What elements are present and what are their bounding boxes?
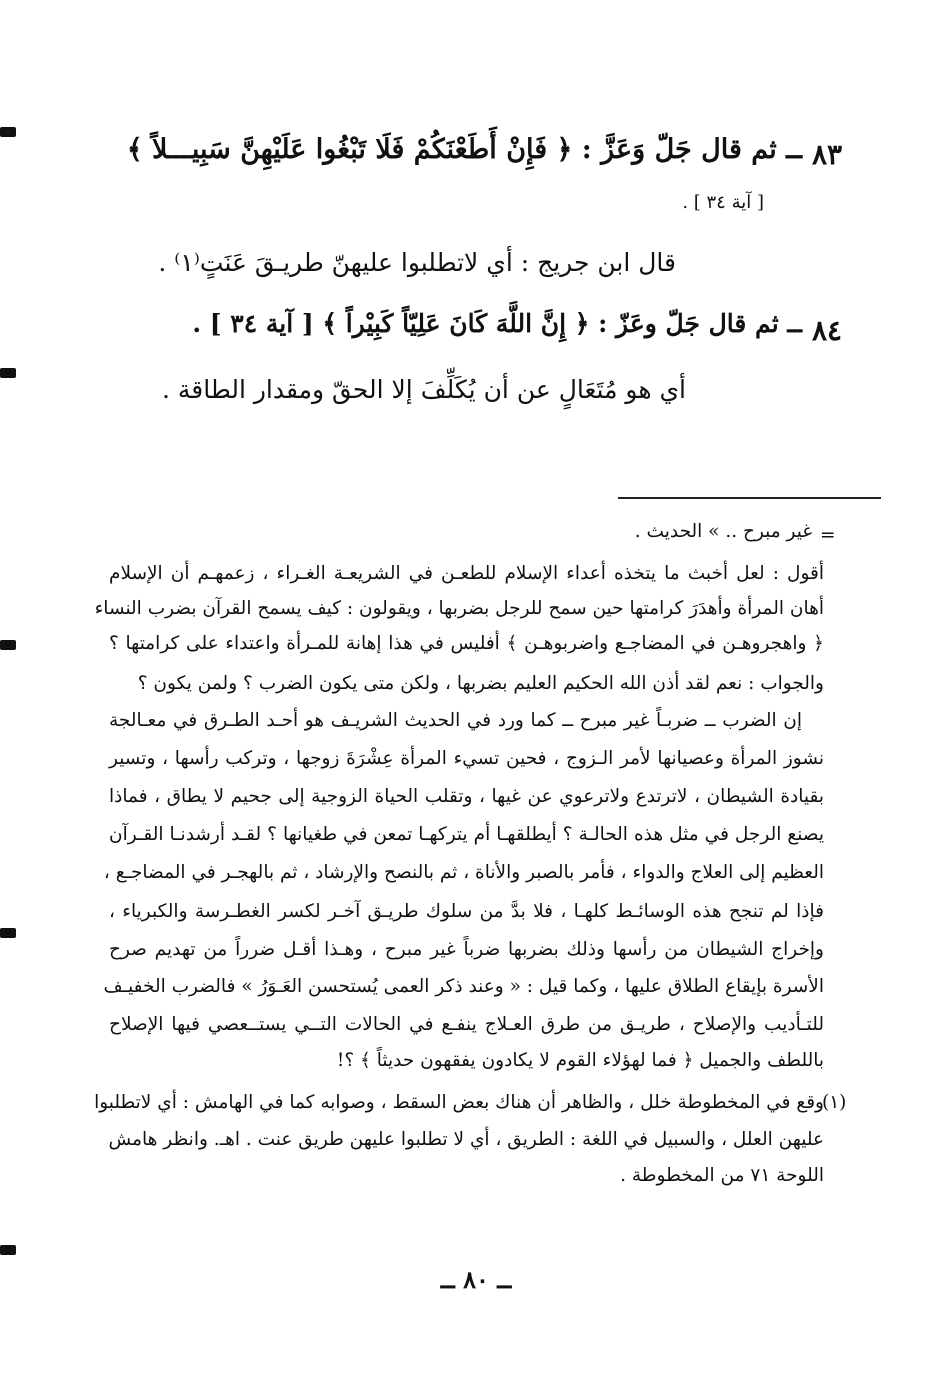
footnote-line: أهان المرأة وأهدَرَ كرامتها حين سمح للرجل بضربها ، ويقولون : كيف يسمح القرآن بضرب النساء	[94, 598, 824, 619]
entry-number: ٨٤	[812, 314, 843, 347]
footnote-line: الأسرة بإيقاع الطلاق عليها ، وكما قيل : « وعند ذكر العمى يُستحسن العَـوَرُ » فالضرب الخفيـف	[103, 976, 824, 997]
scan-edge-mark	[0, 1245, 16, 1255]
footnote-line: اللوحة ٧١ من المخطوطة .	[620, 1165, 824, 1186]
verse-reference: [ آية ٣٤ ] .	[682, 192, 764, 213]
scan-edge-mark	[0, 928, 16, 938]
footnote-line: أقول : لعل أخبث ما يتخذه أعداء الإسلام للطعـن في الشريعـة الغـراء ، زعمهـم أن الإسلام	[109, 563, 824, 584]
footnote-line: والجواب : نعم لقد أذن الله الحكيم العليم بضربها ، ولكن متى يكون الضرب ؟ ولمن يكون ؟	[137, 673, 824, 694]
footnote-line: وقع في المخطوطة خلل ، والظاهر أن هناك بعض السقط ، وصوابه كما في الهامش : أي لاتطلبوا	[94, 1092, 824, 1113]
commentary-line: قال ابن جريج : أي لاتطلبوا عليهنّ طريـقَ عَنَتٍ⁽١⁾ .	[158, 248, 676, 277]
footnote-line: للتـأديب والإصلاح ، طريـق من طرق العـلاج ينفـع في الحالات التــي يستــعصي فيها الإصلاح	[109, 1014, 824, 1035]
footnote-line: غير مبرح .. » الحديث .	[634, 521, 812, 542]
entry-text: ــ ثم قال جَلّ وَعَزَّ : ﴿ فَإِنْ أَطَعْنَكُمْ فَلَا تَبْغُوا عَلَيْهِنَّ سَبِيـــلاً ﴾	[126, 134, 802, 165]
footnote-line: ﴿ واهجروهـن في المضاجـع واضربوهـن ﴾ أفليس في هذا إهانة للمـرأة واعتداء على كرامتها ؟	[109, 633, 824, 654]
footnote-line: باللطف والجميل ﴿ فما لهؤلاء القوم لا يكادون يفقهون حديثاً ﴾ ؟!	[336, 1050, 824, 1071]
footnote-line: فإذا لم تنجح هذه الوسائـط كلهـا ، فلا بدَّ من سلوك طريـق آخـر لكسر الغطـرسة والكبرياء ،	[109, 901, 824, 922]
page-number: ــ ٨٠ ــ	[440, 1265, 512, 1294]
footnote-line: عليهن العلل ، والسبيل في اللغة : الطريق ، أي لا تطلبوا عليهن طريق عنت . اهـ. وانظر هامش	[108, 1129, 824, 1150]
continuation-mark: =	[820, 525, 836, 546]
footnote-separator	[618, 497, 881, 499]
commentary-line: أي هو مُتَعَالٍ عن أن يُكَلِّفَ إلا الحقّ ومقدار الطاقة .	[161, 375, 686, 404]
footnote-line: إن الضرب ــ ضربـاً غير مبرح ــ كما ورد في الحديث الشريـف هو أحـد الطـرق في معـالجة	[109, 710, 802, 731]
footnote-line: يصنع الرجل في مثل هذه الحالـة ؟ أيطلقهـا أم يتركهـا تمعن في طغيانها ؟ لقـد أرشدنـا القـرآن	[109, 824, 824, 845]
footnote-line: العظيم إلى العلاج والدواء ، فأمر بالصبر والأناة ، ثم بالنصح والإرشاد ، ثم بالهجـر في المضاجـع ،	[103, 862, 824, 883]
entry-number: ٨٣	[812, 138, 843, 171]
footnote-line: وإخراج الشيطان من رأسها وذلك بضربها ضرباً غير مبرح ، وهـذا أقـل ضرراً من تهديم صرح	[109, 939, 824, 960]
footnote-line: نشوز المرأة وعصيانها لأمر الـزوج ، فحين تسيء المرأة عِشْرَةَ زوجها ، وتركب رأسها ، وتسير	[109, 748, 824, 769]
scan-edge-mark	[0, 127, 16, 137]
scan-edge-mark	[0, 640, 16, 650]
scan-edge-mark	[0, 368, 16, 378]
footnote-marker: (١)	[822, 1092, 847, 1113]
footnote-line: بقيادة الشيطان ، لاترتدع ولاترعوي عن غيها ، وتقلب الحياة الزوجية إلى جحيم لا يطاق ، فماذا	[109, 786, 824, 807]
entry-text: ــ ثم قال جَلّ وعَزّ : ﴿ إِنَّ اللَّهَ كَانَ عَلِيّاً كَبِيْراً ﴾ [ آية ٣٤ ] .	[192, 309, 802, 338]
